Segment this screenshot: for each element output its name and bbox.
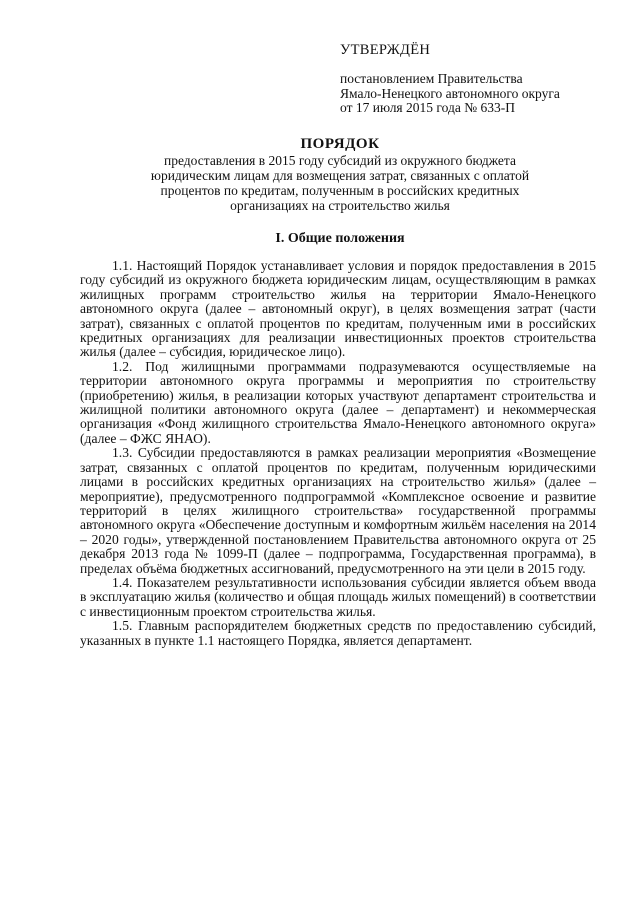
paragraph-1-1: 1.1. Настоящий Порядок устанавливает условия и порядок предоставления в 2015 году субсидий из окружного бюджета юридическим лицам, осуществляющим в рамках жилищных программ строительство жилья на территории Ямало-Ненецкого автономного округа (далее – автономный округ), в целях возмещения затрат (части затрат), связанных с оплатой процентов по кредитам, полученным ими в российских кредитных организациях для реализации инвестиционных проектов строительства жилья (далее – субсидия, юридическое лицо).: [80, 258, 596, 360]
subtitle-line: организациях на строительство жилья: [230, 198, 450, 213]
document-title: ПОРЯДОК: [300, 136, 380, 152]
approval-line-date: от 17 июля 2015 года № 633-П: [340, 100, 515, 115]
paragraph-1-3: 1.3. Субсидии предоставляются в рамках реализации мероприятия «Возмещение затрат, связанных с оплатой процентов по кредитам, полученным юридическими лицами в российских кредитных организациях на строительство жилья» (далее – мероприятие), предусмотренного подпрограммой «Комплексное освоение и развитие территорий в целях жилищного строительства» государственной программы автономного округа «Обеспечение доступным и комфортным жильём населения на 2014 – 2020 годы», утвержденной постановлением Правительства автономного округа от 25 декабря 2013 года № 1099-П (далее – подпрограмма, Государственная программа), в пределах объёма бюджетных ассигнований, предусмотренного на эти цели в 2015 году.: [80, 445, 596, 576]
paragraph-1-2: 1.2. Под жилищными программами подразумеваются осуществляемые на территории автономного округа программы и мероприятия по строительству (приобретению) жилья, в реализации которых участвуют департамент строительства и жилищной политики автономного округа (далее – департамент) и некоммерческая организация «Фонд жилищного строительства Ямало-Ненецкого автономного округа» (далее – ФЖС ЯНАО).: [80, 358, 596, 446]
subtitle-line: юридическим лицам для возмещения затрат, связанных с оплатой: [150, 168, 530, 183]
approval-line-resolution: постановлением Правительства: [340, 71, 523, 86]
paragraph-1-4: 1.4. Показателем результативности использования субсидии является объем ввода в эксплуатацию жилья (количество и общая площадь жилых помещений) в соответствии с инвестиционным проектом строительства жилья.: [80, 574, 596, 619]
approved-label: УТВЕРЖДЁН: [340, 42, 431, 58]
approval-line-government: Ямало-Ненецкого автономного округа: [340, 85, 560, 101]
document-body: [80, 259, 596, 648]
paragraph-1-5: 1.5. Главным распорядителем бюджетных средств по предоставлению субсидий, указанных в пункте 1.1 настоящего Порядка, является департамент.: [80, 618, 596, 648]
title-block: [80, 136, 600, 213]
subtitle-line: предоставления в 2015 году субсидий из окружного бюджета: [164, 153, 516, 168]
subtitle-line: процентов по кредитам, полученным в российских кредитных: [160, 183, 520, 198]
approval-stamp: [340, 42, 610, 116]
section-heading: I. Общие положения: [275, 231, 405, 246]
